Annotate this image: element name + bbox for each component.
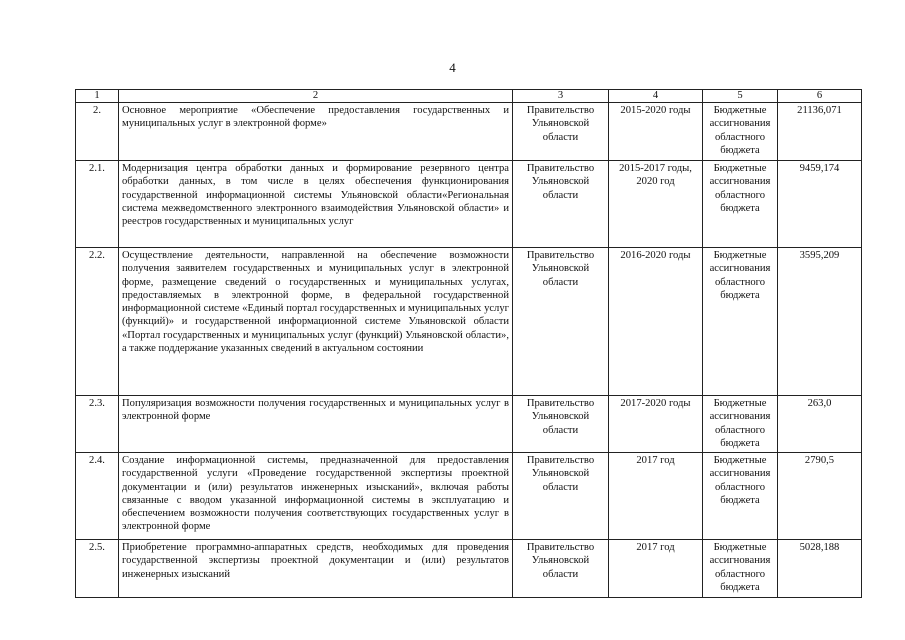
row-description: Приобретение программно-аппаратных средств, необходимых для проведения государственной экспертизы проектной документации и (или) результатов инженерных изысканий <box>119 540 513 598</box>
row-period: 2016-2020 годы <box>609 248 703 396</box>
row-period: 2017 год <box>609 453 703 540</box>
table-row <box>76 103 862 161</box>
row-amount: 5028,188 <box>778 540 862 598</box>
row-funding-source: Бюджетные ассигнования областного бюджета <box>703 396 778 453</box>
row-number: 2.5. <box>76 540 119 598</box>
row-amount: 2790,5 <box>778 453 862 540</box>
header-cell-6: 6 <box>778 90 862 103</box>
row-amount: 263,0 <box>778 396 862 453</box>
row-funding-source: Бюджетные ассигнования областного бюджета <box>703 161 778 248</box>
row-description: Осуществление деятельности, направленной на обеспечение возможности получения заявителем государственных и муниципальных услуг в электронной форме, размещение сведений о государственных и муниципальных услугах, предоставляемых в электронной форме, в федеральной государственной информационной системе «Единый портал государственных и муниципальных услуг (функций)» и государственной информационной системе Ульяновской области «Портал государственных и муниципальных услуг (функций) Ульяновской области», а также поддержание указанных сведений в актуальном состоянии <box>119 248 513 396</box>
row-period: 2015-2017 годы, 2020 год <box>609 161 703 248</box>
row-description: Модернизация центра обработки данных и формирование резервного центра обработки данных, в том числе в целях обеспечения функционирования государственной информационной системы Ульяновской области«Региональная система межведомственного электронного взаимодействия Ульяновской области» и реестров государственных и муниципальных услуг <box>119 161 513 248</box>
row-executor: Правительство Ульяновской области <box>513 161 609 248</box>
table-row <box>76 453 862 540</box>
row-description: Создание информационной системы, предназначенной для предоставления государственной услуги «Проведение государственной экспертизы проектной документации и (или) результатов инженерных изысканий», включая работы связанные с вводом указанной информационной системы в эксплуатацию и обеспечением возможности получения соответствующих государственных услуг в электронной форме <box>119 453 513 540</box>
header-cell-2: 2 <box>119 90 513 103</box>
row-executor: Правительство Ульяновской области <box>513 540 609 598</box>
row-period: 2017 год <box>609 540 703 598</box>
table-row <box>76 540 862 598</box>
row-period: 2017-2020 годы <box>609 396 703 453</box>
row-amount: 21136,071 <box>778 103 862 161</box>
row-executor: Правительство Ульяновской области <box>513 248 609 396</box>
row-funding-source: Бюджетные ассигнования областного бюджета <box>703 248 778 396</box>
header-cell-3: 3 <box>513 90 609 103</box>
table-row <box>76 396 862 453</box>
header-cell-4: 4 <box>609 90 703 103</box>
row-period: 2015-2020 годы <box>609 103 703 161</box>
row-number: 2.1. <box>76 161 119 248</box>
table-row <box>76 161 862 248</box>
row-number: 2.2. <box>76 248 119 396</box>
table-row <box>76 248 862 396</box>
row-amount: 9459,174 <box>778 161 862 248</box>
header-cell-5: 5 <box>703 90 778 103</box>
row-funding-source: Бюджетные ассигнования областного бюджета <box>703 540 778 598</box>
row-description: Популяризация возможности получения государственных и муниципальных услуг в электронной форме <box>119 396 513 453</box>
row-number: 2.3. <box>76 396 119 453</box>
row-number: 2.4. <box>76 453 119 540</box>
row-executor: Правительство Ульяновской области <box>513 103 609 161</box>
row-executor: Правительство Ульяновской области <box>513 453 609 540</box>
row-number: 2. <box>76 103 119 161</box>
table-header-row <box>76 90 862 103</box>
row-executor: Правительство Ульяновской области <box>513 396 609 453</box>
row-description: Основное мероприятие «Обеспечение предоставления государственных и муниципальных услуг в электронной форме» <box>119 103 513 161</box>
row-funding-source: Бюджетные ассигнования областного бюджета <box>703 103 778 161</box>
header-cell-1: 1 <box>76 90 119 103</box>
measures-table <box>75 89 862 598</box>
row-funding-source: Бюджетные ассигнования областного бюджета <box>703 453 778 540</box>
page-number: 4 <box>449 60 456 75</box>
row-amount: 3595,209 <box>778 248 862 396</box>
